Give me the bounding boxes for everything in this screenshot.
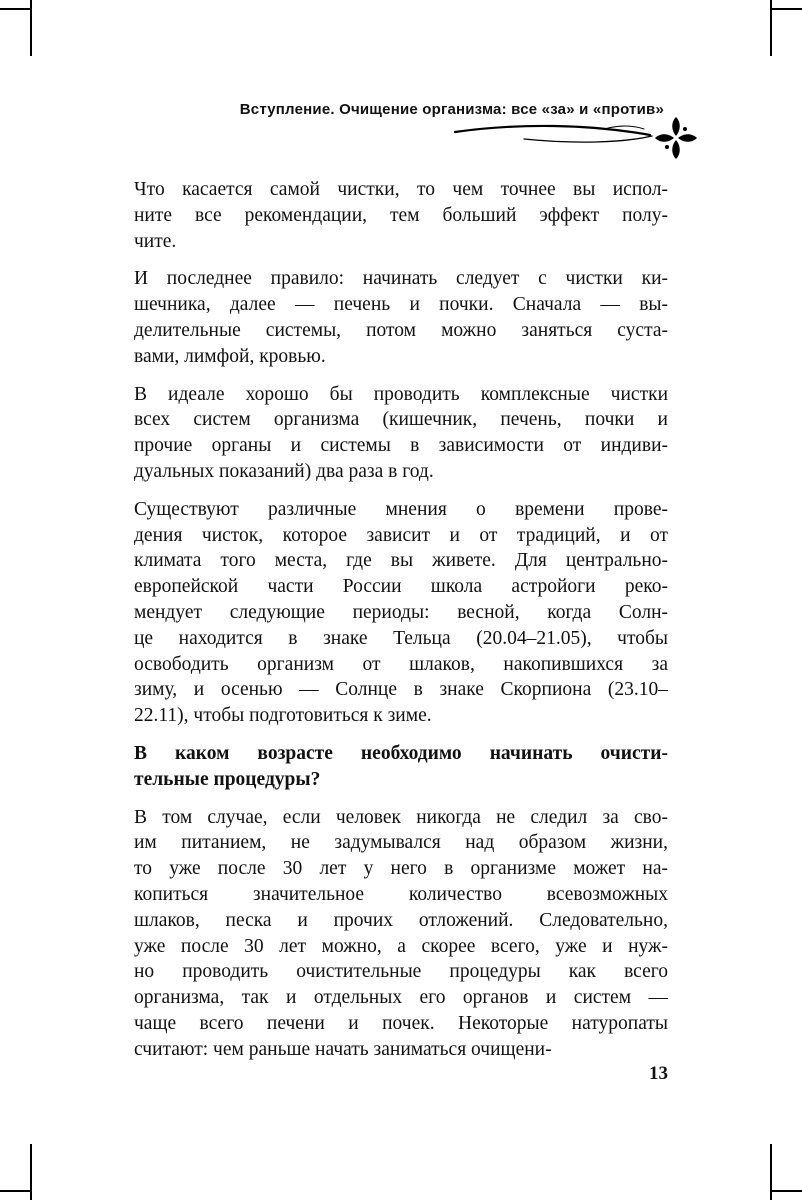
text-line: Существуют различные мнения о времени прове- [134,498,668,520]
text-line: вами, лимфой, кровью. [134,345,326,367]
text-line: европейской части России школа астройоги реко- [134,576,668,598]
text-line: чите. [134,230,177,252]
text-line: но проводить очистительные процедуры как всего [134,961,668,983]
text-line: освободить организм от шлаков, накопившихся за [134,653,668,675]
text-line: шечника, далее — печень и почки. Сначала — вы- [134,294,668,316]
text-line: копиться значительное количество всевозможных [134,883,668,905]
text-line: то уже после 30 лет у него в организме может на- [134,858,668,880]
text-line: мендует следующие периоды: весной, когда Солн- [134,601,668,623]
corner-line-horizontal [0,1190,32,1192]
running-header: Вступление. Очищение организма: все «за» и «против» [239,101,664,118]
corner-line-horizontal [770,8,802,10]
text-line: считают: чем раньше начать заниматься очищени- [134,1038,552,1060]
text-line: им питанием, не задумывался над образом жизни, [134,832,668,854]
floral-flourish-icon [454,116,706,162]
paragraph [134,177,668,254]
paragraph [134,266,668,369]
corner-line-horizontal [0,8,32,10]
text-line: В том случае, если человек никогда не следил за сво- [134,806,668,828]
page-number: 13 [649,1063,668,1084]
text-line: прочие органы и системы в зависимости от индиви- [134,435,668,457]
text-line: 22.11), чтобы подготовиться к зиме. [134,705,432,727]
paragraph [134,382,668,485]
paragraph [134,497,668,729]
text-line: уже после 30 лет можно, а скорее всего, уже и нуж- [134,935,668,957]
text-line: шлаков, песка и прочих отложений. Следовательно, [134,909,668,931]
text-line: дуальных показаний) два раза в год. [134,460,434,482]
text-line: ните все рекомендации, тем больший эффект полу- [134,204,668,226]
section-heading [134,741,668,793]
paragraph [134,805,668,1063]
page-body [134,177,668,1075]
text-line: организма, так и отдельных его органов и систем — [134,987,668,1009]
text-line: тельные процедуры? [134,768,321,790]
text-line: зиму, и осенью — Солнце в знаке Скорпиона (23.10– [134,679,668,701]
text-line: чаще всего печени и почек. Некоторые натуропаты [134,1012,668,1034]
text-line: И последнее правило: начинать следует с чистки ки- [134,268,668,290]
text-line: В каком возрасте необходимо начинать очисти- [134,742,668,764]
text-line: всех систем организма (кишечник, печень, почки и [134,409,668,431]
text-line: Что касается самой чистки, то чем точнее вы испол- [134,179,668,200]
text-line: климата того места, где вы живете. Для центрально- [134,550,668,572]
text-line: В идеале хорошо бы проводить комплексные чистки [134,383,668,405]
text-line: дения чисток, которое зависит и от традиций, и от [134,524,668,546]
text-line: це находится в знаке Тельца (20.04–21.05), чтобы [134,627,668,649]
corner-line-horizontal [770,1190,802,1192]
text-line: делительные системы, потом можно заняться суста- [134,319,668,341]
